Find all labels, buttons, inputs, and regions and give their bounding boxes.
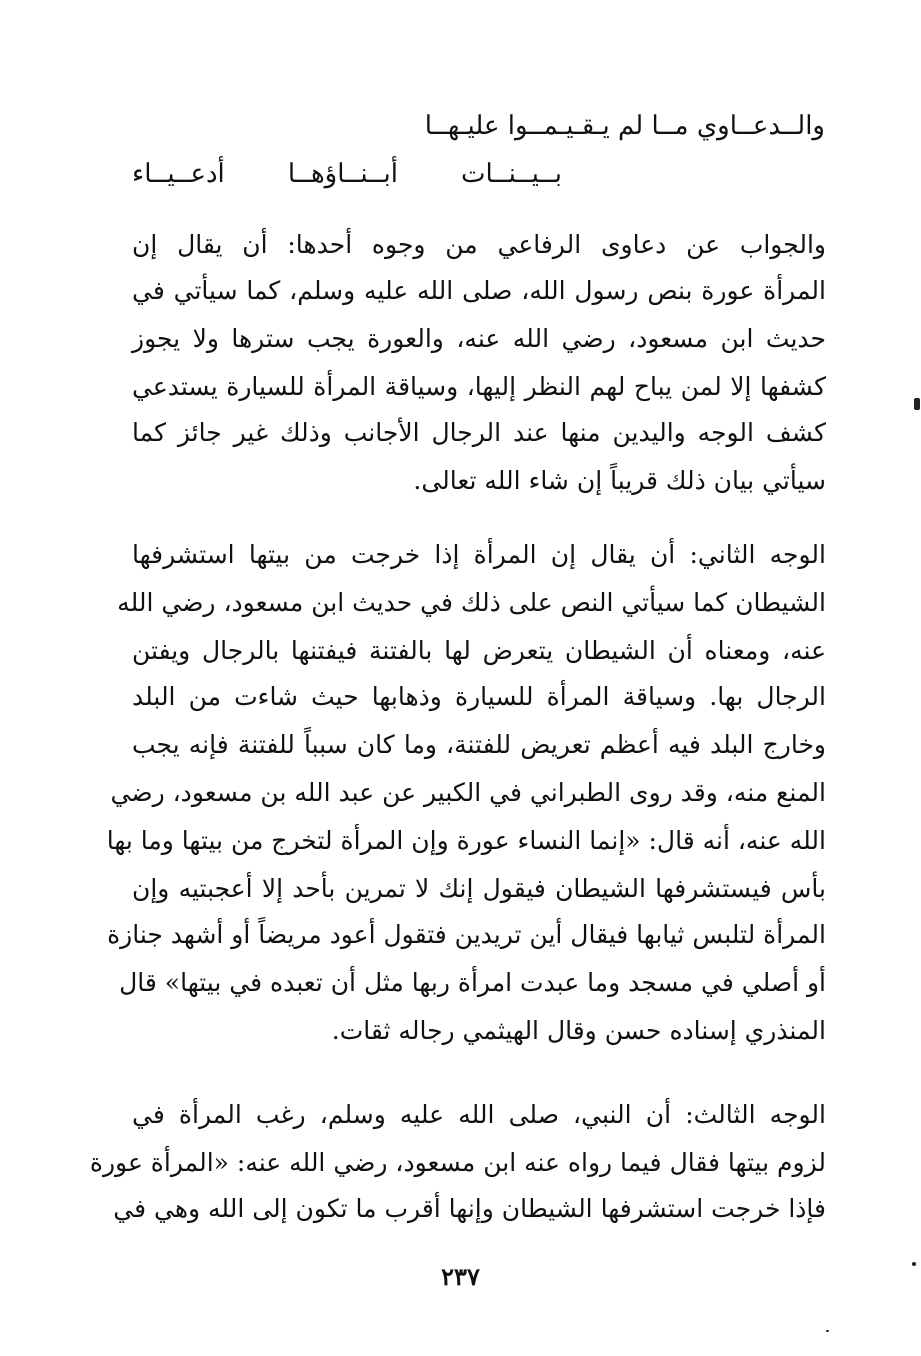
- scan-speck: [826, 1330, 829, 1332]
- text-line: المنذري إسناده حسن وقال الهيثمي رجاله ثقات.: [331, 1016, 826, 1045]
- poem-word: أدعــيــاء: [132, 159, 225, 189]
- poem-line-1: والــدعــاوي مــا لم يـقـيـمــوا عليـهــا: [424, 111, 825, 141]
- text-line: كشفها إلا لمن يباح لهم النظر إليها، وسياقة المرأة للسيارة يستدعي: [132, 372, 826, 401]
- poem-line-2: [132, 152, 562, 196]
- text-line: الله عنه، أنه قال: «إنما النساء عورة وإن المرأة لتخرج من بيتها وما بها: [106, 826, 826, 855]
- text-line: الرجال بها. وسياقة المرأة للسيارة وذهابها حيث شاءت من البلد: [132, 682, 826, 711]
- poem-word: بــيــنــات: [460, 159, 562, 189]
- text-line: كشف الوجه واليدين منها عند الرجال الأجانب وذلك غير جائز كما: [132, 418, 826, 447]
- text-line: سيأتي بيان ذلك قريباً إن شاء الله تعالى.: [413, 466, 826, 495]
- poem-word: أبــنــاؤهــا: [287, 159, 398, 189]
- text-line: بأس فيستشرفها الشيطان فيقول إنك لا تمرين بأحد إلا أعجبتيه وإن: [132, 874, 826, 903]
- text-line: الشيطان كما سيأتي النص على ذلك في حديث ابن مسعود، رضي الله: [117, 588, 826, 617]
- text-line: فإذا خرجت استشرفها الشيطان وإنها أقرب ما تكون إلى الله وهي في: [113, 1194, 826, 1223]
- text-line: الوجه الثاني: أن يقال إن المرأة إذا خرجت من بيتها استشرفها: [132, 540, 826, 569]
- text-line: لزوم بيتها فقال فيما رواه عنه ابن مسعود، رضي الله عنه: «المرأة عورة: [89, 1148, 826, 1177]
- page-number: ٢٣٧: [441, 1262, 480, 1291]
- text-line: أو أصلي في مسجد وما عبدت امرأة ربها مثل أن تعبده في بيتها» قال: [119, 968, 826, 997]
- text-line: الوجه الثالث: أن النبي، صلى الله عليه وسلم، رغب المرأة في: [132, 1100, 826, 1129]
- text-line: المرأة لتلبس ثيابها فيقال أين تريدين فتقول أعود مريضاً أو أشهد جنازة: [107, 920, 826, 949]
- text-line: المرأة عورة بنص رسول الله، صلى الله عليه وسلم، كما سيأتي في: [132, 276, 826, 305]
- scan-speck: [914, 398, 920, 410]
- text-line: وخارج البلد فيه أعظم تعريض للفتنة، وما كان سبباً للفتنة فإنه يجب: [132, 730, 826, 759]
- text-line: حديث ابن مسعود، رضي الله عنه، والعورة يجب سترها ولا يجوز: [132, 324, 826, 353]
- text-line: عنه، ومعناه أن الشيطان يتعرض لها بالفتنة فيفتنها بالرجال ويفتن: [132, 636, 826, 665]
- scan-speck: [912, 1262, 916, 1266]
- text-line: المنع منه، وقد روى الطبراني في الكبير عن عبد الله بن مسعود، رضي: [110, 778, 826, 807]
- text-line: والجواب عن دعاوى الرفاعي من وجوه أحدها: أن يقال إن: [132, 230, 826, 259]
